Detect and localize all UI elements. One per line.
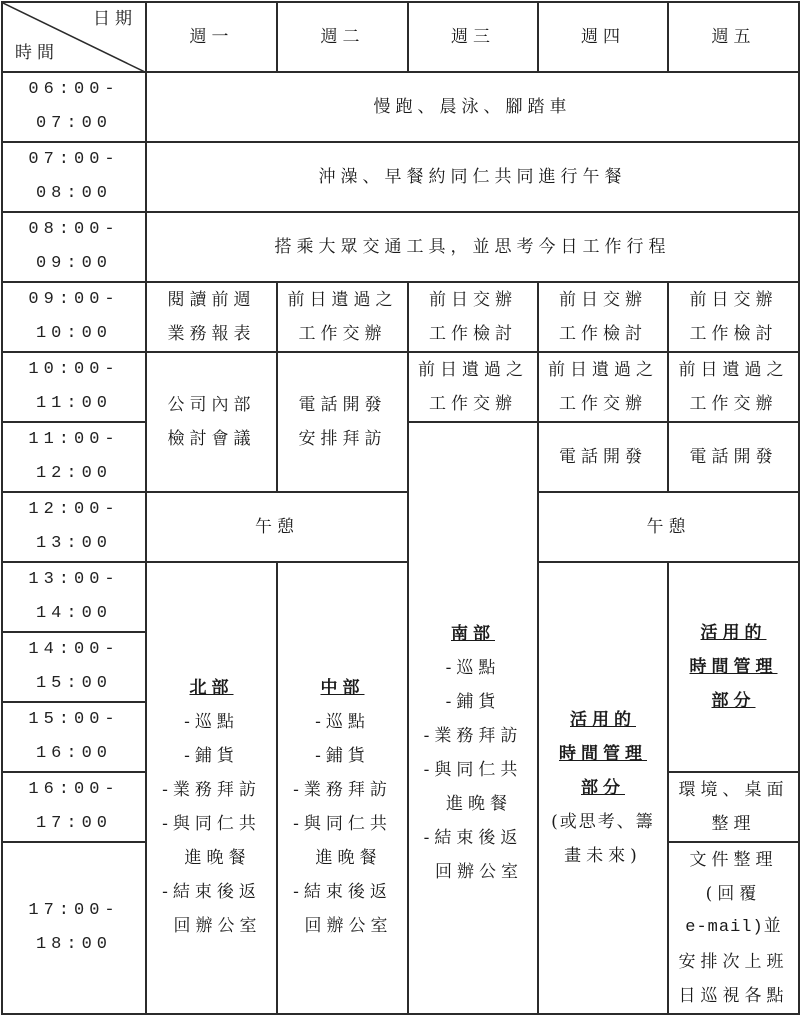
wed-0900-cell: 前日交辦 工作檢討 — [408, 282, 538, 352]
south-region-cell: 南部 -巡點 -鋪貨 -業務拜訪 -與同仁共 進晚餐 -結束後返 回辦公室 — [408, 422, 538, 1014]
time-slot: 08:00-09:00 — [2, 212, 146, 282]
fri-1100-cell: 電話開發 — [668, 422, 799, 492]
fri-1600-cell: 環境、桌面 整理 — [668, 772, 799, 842]
fri-1000-cell: 前日遺過之 工作交辦 — [668, 352, 799, 422]
date-label: 日期 — [93, 9, 137, 29]
tue-1000-cell: 電話開發 安排拜訪 — [277, 352, 408, 492]
time-slot: 06:00-07:00 — [2, 72, 146, 142]
lunch-break-mon-tue: 午憩 — [146, 492, 408, 562]
wed-1000-cell: 前日遺過之 工作交辦 — [408, 352, 538, 422]
time-slot: 17:00-18:00 — [2, 842, 146, 1014]
time-slot: 11:00-12:00 — [2, 422, 146, 492]
time-slot: 07:00-08:00 — [2, 142, 146, 212]
day-header-wed: 週三 — [408, 2, 538, 72]
fri-1300-time-mgmt-cell: 活用的 時間管理 部分 — [668, 562, 799, 772]
thu-0900-cell: 前日交辦 工作檢討 — [538, 282, 668, 352]
day-header-tue: 週二 — [277, 2, 408, 72]
time-slot: 10:00-11:00 — [2, 352, 146, 422]
thu-1000-cell: 前日遺過之 工作交辦 — [538, 352, 668, 422]
all-days-activity: 沖澡、早餐約同仁共同進行午餐 — [146, 142, 799, 212]
fri-1700-cell: 文件整理 (回覆 e-mail)並 安排次上班 日巡視各點 — [668, 842, 799, 1014]
day-header-mon: 週一 — [146, 2, 277, 72]
region-title: 中部 — [320, 678, 365, 698]
day-header-fri: 週五 — [668, 2, 799, 72]
all-days-activity: 慢跑、晨泳、腳踏車 — [146, 72, 799, 142]
region-title: 南部 — [451, 624, 495, 644]
time-slot: 15:00-16:00 — [2, 702, 146, 772]
corner-header-cell — [2, 2, 146, 72]
time-label: 時間 — [15, 43, 59, 63]
time-slot: 16:00-17:00 — [2, 772, 146, 842]
time-slot: 09:00-10:00 — [2, 282, 146, 352]
lunch-break-thu-fri: 午憩 — [538, 492, 799, 562]
mon-0900-cell: 閱讀前週 業務報表 — [146, 282, 277, 352]
time-slot: 12:00-13:00 — [2, 492, 146, 562]
time-slot: 13:00-14:00 — [2, 562, 146, 632]
mon-1000-cell: 公司內部 檢討會議 — [146, 352, 277, 492]
tue-0900-cell: 前日遺過之 工作交辦 — [277, 282, 408, 352]
time-slot: 14:00-15:00 — [2, 632, 146, 702]
fri-0900-cell: 前日交辦 工作檢討 — [668, 282, 799, 352]
region-title: 北部 — [189, 678, 234, 698]
weekly-schedule-table — [1, 1, 800, 1015]
central-region-cell: 中部 -巡點 -鋪貨 -業務拜訪 -與同仁共 進晚餐 -結束後返 回辦公室 — [277, 562, 408, 1014]
day-header-thu: 週四 — [538, 2, 668, 72]
north-region-cell: 北部 -巡點 -鋪貨 -業務拜訪 -與同仁共 進晚餐 -結束後返 回辦公室 — [146, 562, 277, 1014]
all-days-activity: 搭乘大眾交通工具，並思考今日工作行程 — [146, 212, 799, 282]
thu-1100-cell: 電話開發 — [538, 422, 668, 492]
thu-afternoon-time-mgmt-cell: 活用的 時間管理 部分 (或思考、籌 畫未來) — [538, 562, 668, 1014]
